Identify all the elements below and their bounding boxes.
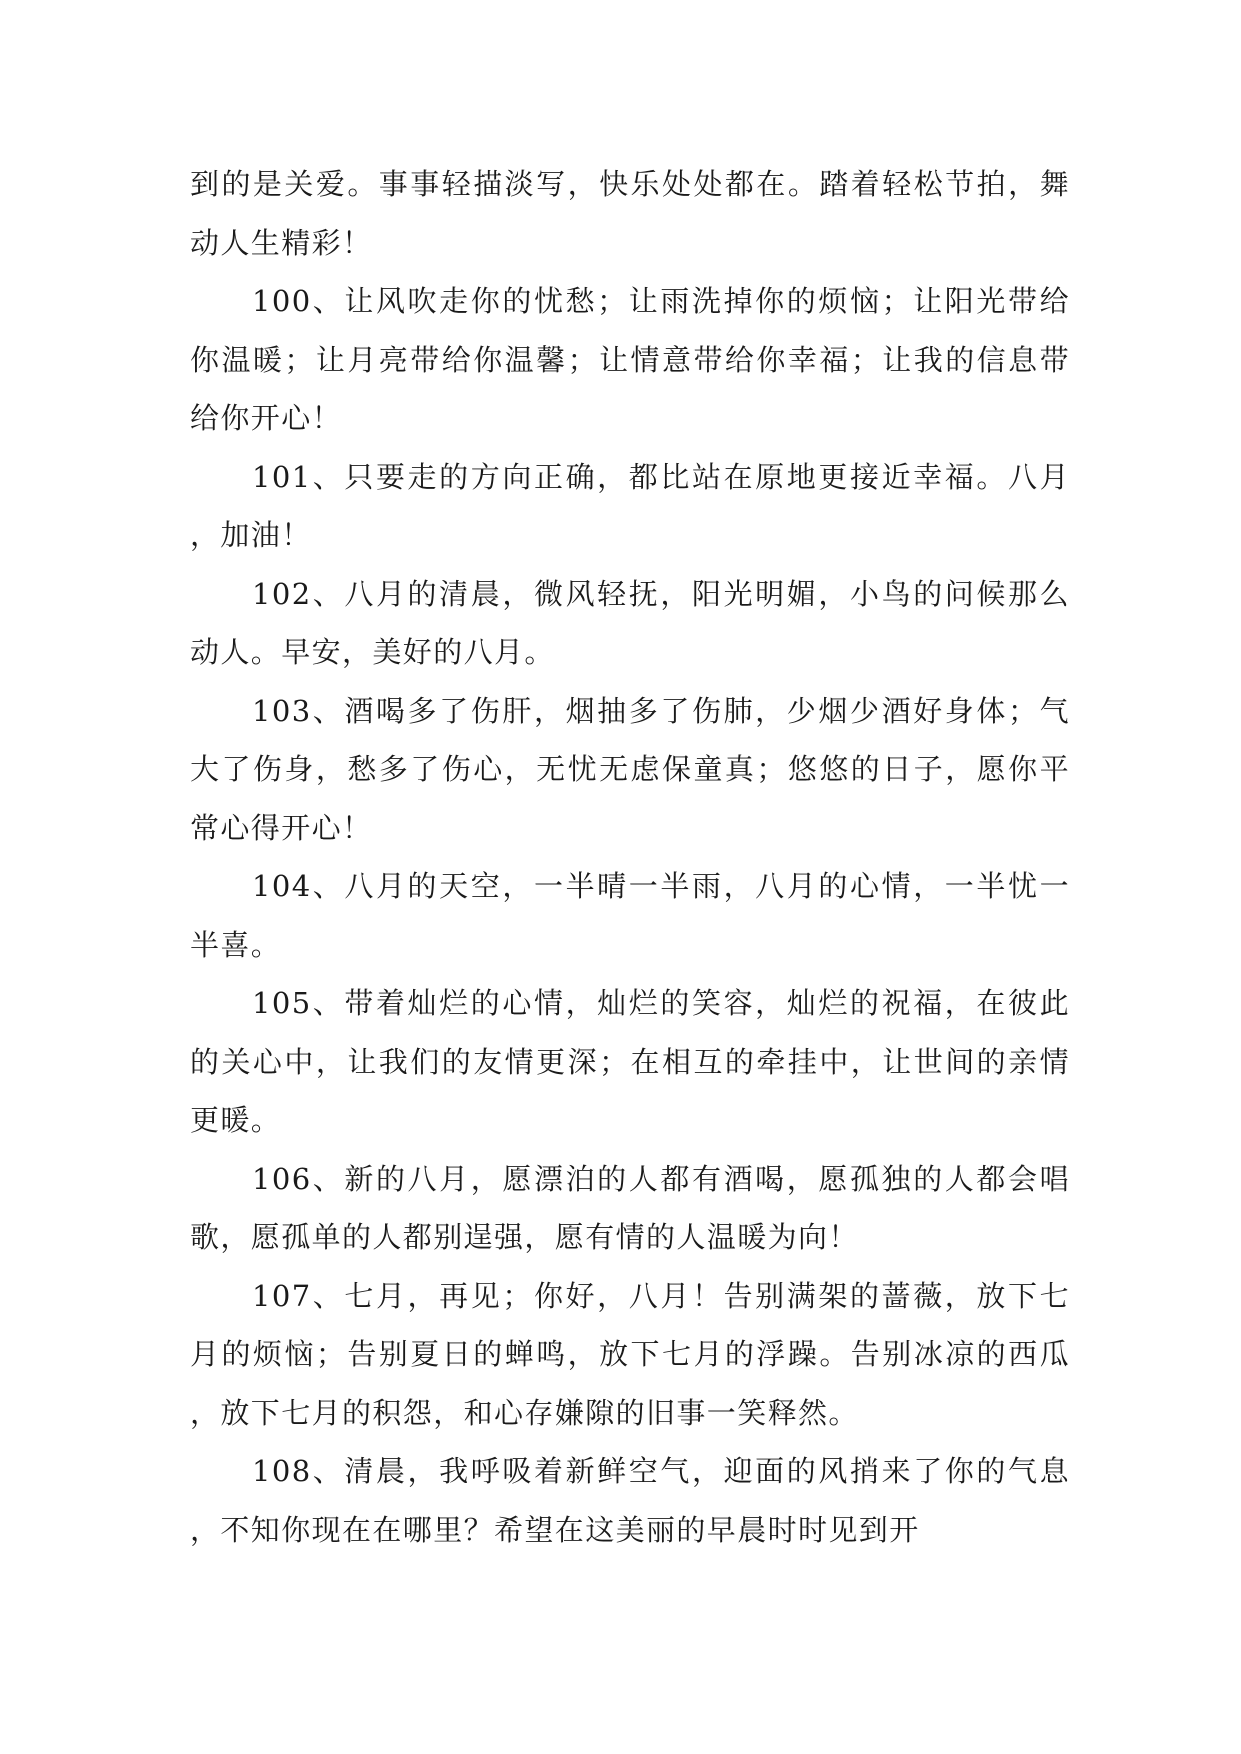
paragraph-102: 102、八月的清晨，微风轻抚，阳光明媚，小鸟的问候那么动人。早安，美好的八月。 xyxy=(190,576,1070,669)
paragraph-104: 104、八月的天空，一半晴一半雨，八月的心情，一半忧一半喜。 xyxy=(190,869,1070,962)
paragraph-101: 101、只要走的方向正确，都比站在原地更接近幸福。八月，加油！ xyxy=(190,459,1070,552)
paragraph-107: 107、七月，再见；你好，八月！告别满架的蔷薇，放下七月的烦恼；告别夏日的蝉鸣，放下七月的浮躁。告别冰凉的西瓜，放下七月的积怨，和心存嫌隙的旧事一笑释然。 xyxy=(190,1278,1070,1430)
paragraph-continuation: 到的是关爱。事事轻描淡写，快乐处处都在。踏着轻松节拍，舞动人生精彩！ xyxy=(190,167,1070,260)
paragraph-103: 103、酒喝多了伤肝，烟抽多了伤肺，少烟少酒好身体；气大了伤身，愁多了伤心，无忧无虑保童真；悠悠的日子，愿你平常心得开心！ xyxy=(190,693,1070,845)
paragraph-105: 105、带着灿烂的心情，灿烂的笑容，灿烂的祝福，在彼此的关心中，让我们的友情更深；在相互的牵挂中，让世间的亲情更暖。 xyxy=(190,986,1070,1137)
paragraph-106: 106、新的八月，愿漂泊的人都有酒喝，愿孤独的人都会唱歌，愿孤单的人都别逞强，愿有情的人温暖为向！ xyxy=(190,1161,1070,1254)
document-body xyxy=(190,155,1070,1559)
paragraph-100: 100、让风吹走你的忧愁；让雨洗掉你的烦恼；让阳光带给你温暖；让月亮带给你温馨；让情意带给你幸福；让我的信息带给你开心！ xyxy=(190,284,1070,435)
paragraph-108: 108、清晨，我呼吸着新鲜空气，迎面的风捎来了你的气息，不知你现在在哪里？希望在这美丽的早晨时时见到开 xyxy=(190,1454,1070,1547)
